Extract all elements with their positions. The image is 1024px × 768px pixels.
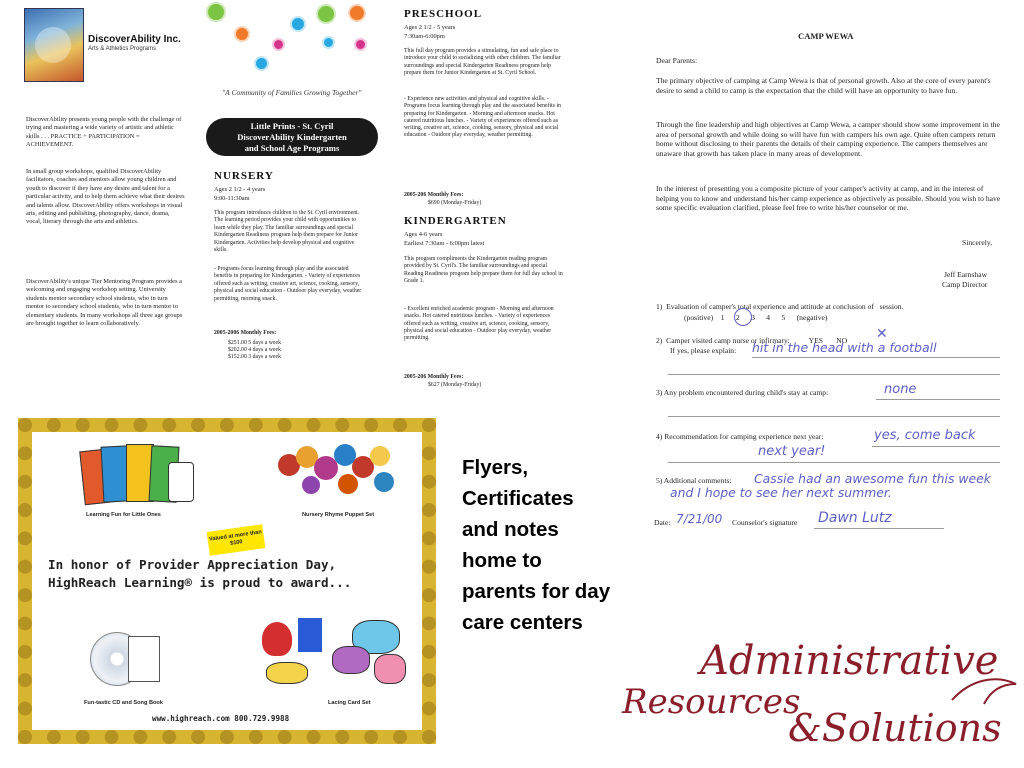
date-label: Date:	[654, 518, 671, 527]
answer-2-handwriting: hit in the head with a football	[752, 340, 937, 355]
kindergarten-fee: $627 (Monday-Friday)	[428, 382, 482, 388]
logo-line-administrative: Administrative	[700, 638, 999, 684]
answer-line	[668, 462, 1000, 463]
highreach-certificate	[18, 418, 436, 744]
pill-line-1: Little Prints - St. Cyril	[250, 120, 334, 131]
pill-line-2: DiscoverAbility Kindergarten	[237, 131, 347, 142]
letter-paragraph-3: In the interest of presenting you a composite picture of your camper's activity at camp, and in the interest of helping you to know and understand his/her camp experience as objectively as possible. Should you wish to have some specific evaluation clarified, please feel free to write his/her counselor or me.	[656, 184, 1001, 213]
answer-5-handwriting: Cassie had an awesome fun this week and I hope to see her next summer.	[670, 471, 991, 500]
letter-paragraph-2: Through the fine leadership and high objectives at Camp Wewa, a camper should show some improvement in the area of personal growth and while doing so will have fun with campers his own age. Quite often campers return home without disclosing to their parents the details of their camping experience. The campers themselves are unaware that growth has taken place in many areas of development.	[656, 120, 1000, 158]
letter-title: CAMP WEWA	[798, 31, 854, 41]
brochure-intro-paragraph: DiscoverAbility presents young people with the challenge of trying and mastering a wide variety of artistic and athletic skills . . . PRACTICE + PARTICIPATION = ACHIEVEMENT.	[26, 116, 182, 149]
kindergarten-ages: Ages 4-6 years	[404, 231, 443, 238]
kindergarten-heading: KINDERGARTEN	[404, 215, 507, 227]
administrative-resources-solutions-logo	[620, 630, 1020, 760]
cd-product-image	[84, 628, 164, 692]
preschool-bullets: - Experience new activities and physical and cognitive skills. - Programs focus learning through play and the associated benefits in preparing for Kindergarten. - Morning and afternoon snacks. Hot catered nutritious lunches. - Variety of experiences offered such as writing, creative art, science, cooking, sensory, physical and social education - Outdoor play everyday, weather permitting.	[404, 96, 561, 139]
preschool-fee: $690 (Monday-Friday)	[428, 200, 482, 206]
nursery-description: This program introduces children to the St. Cyril environment. The learning period provides your child with opportunities to learn while they play. The familiar surroundings and special Kindergarten Readiness program help them prepare for Junior Kindergarten. Activities help develop physical and cognitive skills.	[214, 210, 360, 254]
preschool-heading: PRESCHOOL	[404, 8, 483, 20]
discoverability-logo-image	[24, 8, 84, 82]
pill-line-3: and School Age Programs	[244, 142, 340, 153]
question-2-subprompt: If yes, please explain:	[670, 346, 737, 355]
answer-3-handwriting: none	[884, 382, 917, 397]
nursery-ages: Ages 2 1/2 - 4 years	[214, 186, 266, 193]
product-1-caption: Learning Fun for Little Ones	[86, 512, 161, 518]
headline-line-2: HighReach Learning® is proud to award...	[48, 575, 352, 590]
question-4: 4) Recommendation for camping experience next year:	[656, 432, 824, 441]
certificate-headline	[48, 556, 408, 592]
brochure-tagline: "A Community of Families Growing Together"	[222, 88, 362, 97]
brochure	[0, 0, 580, 400]
kindergarten-description: This program compliments the Kindergarten reading program provided by St. Cyril's. The familiar surroundings and special Reading Readiness program help prepare them for full day school in Grade 1.	[404, 256, 563, 284]
kindergarten-hours: Earliest 7:30am - 6:00pm latest	[404, 240, 485, 247]
counselor-signature-handwriting: Dawn Lutz	[818, 510, 892, 526]
books-product-image	[82, 442, 192, 504]
letter-signer-title: Camp Director	[942, 280, 988, 289]
question-2: 2) Camper visited camp nurse or infirmary: YES NO	[656, 336, 848, 345]
headline-line-1: In honor of Provider Appreciation Day,	[48, 557, 337, 572]
lacing-cards-product-image	[262, 614, 412, 688]
logo-line-resources: Resources	[622, 682, 801, 722]
product-2-caption: Nursery Rhyme Puppet Set	[302, 512, 375, 518]
date-handwriting: 7/21/00	[676, 512, 723, 526]
answer-line	[668, 374, 1000, 375]
logo-title: DiscoverAbility Inc.	[88, 34, 181, 45]
signature-line	[814, 528, 944, 529]
answer-line	[752, 357, 1000, 358]
brochure-workshops-paragraph: In small group workshops, qualified DiscoverAbility facilitators, coaches and mentors allow young children and youth to discover if they have any desire and talent for a particular activity, and to help them achieve what their desires and talents allow. DiscoverAbility offers workshops in visual arts, editing and publishing, photography, dance, drama, vocal, literary through the arts and athletics.	[26, 168, 185, 226]
brochure-mentoring-paragraph: DiscoverAbility's unique Tier Mentoring Program provides a welcoming and engaging workshop setting. University students mentor secondary school students, who in turn mentor to secondary school students, who in turn mentor to elementary students. In many workshops all three age groups are brought together to learn collaboratively.	[26, 278, 183, 328]
yes-checkmark-icon: ✕	[876, 326, 888, 342]
program-title-pill	[206, 118, 378, 156]
logo-swash-icon	[950, 670, 1020, 710]
rating-circle-icon	[734, 308, 752, 326]
nursery-heading: NURSERY	[214, 170, 274, 182]
logo-subtitle: Arts & Athletics Programs	[88, 46, 157, 52]
slide-caption: Flyers, Certificates and notes home to parents for day care centers	[462, 456, 611, 634]
question-1: 1) Evaluation of camper's total experience and attitude at conclusion of session.	[656, 302, 904, 311]
question-1-scale: (positive) 1 2 3 4 5 (negative)	[684, 313, 828, 322]
preschool-ages: Ages 2 1/2 - 5 years	[404, 24, 456, 31]
nursery-fee-4day: $202.00 4 days a week	[228, 347, 281, 354]
question-5: 5) Additional comments:	[656, 476, 732, 485]
kindergarten-bullets: - Excellent enriched academic program - Morning and afternoon snacks. Hot catered nutritious lunches. - Variety of experiences offered such as writing, creative art, science, cooking, sensory, physical and social education - Outdoor play everyday, weather permitting.	[404, 306, 554, 342]
product-4-caption: Lacing Card Set	[328, 700, 371, 706]
letter-closing: Sincerely,	[962, 238, 993, 247]
nursery-fees-label: 2005-2006 Monthly Fees:	[214, 330, 277, 336]
letter-salutation: Dear Parents:	[656, 56, 698, 65]
answer-line	[876, 399, 1000, 400]
nursery-fees-list	[228, 340, 348, 362]
logo-line-solutions: &Solutions	[788, 706, 1002, 750]
signature-label: Counselor's signature	[732, 518, 798, 527]
nursery-bullets: - Programs focus learning through play and the associated benefits in preparing for Kindergarten. - Variety of experiences offered such as writing, creative art, science, cooking, sensory, physical and social education - Outdoor play everyday, weather permitting, morning snack.	[214, 266, 362, 302]
question-3: 3) Any problem encountered during child's stay at camp:	[656, 388, 829, 397]
nursery-hours: 9:00-11:30am	[214, 195, 250, 202]
puppets-product-image	[278, 442, 408, 502]
camp-letter	[640, 0, 1024, 548]
certificate-footer: www.highreach.com 800.729.9988	[152, 714, 290, 723]
preschool-fees-label: 2005-206 Monthly Fees:	[404, 192, 464, 198]
nursery-fee-3day: $152.00 3 days a week	[228, 354, 281, 361]
value-badge: Valued at more than $100	[207, 524, 266, 556]
letter-signer-name: Jeff Earnshaw	[944, 270, 988, 279]
answer-4-handwriting: yes, come back next year!	[758, 428, 976, 459]
preschool-hours: 7:30am-6:00pm	[404, 33, 445, 40]
kindergarten-fees-label: 2005-206 Monthly Fees:	[404, 374, 464, 380]
product-3-caption: Fun-tastic CD and Song Book	[84, 700, 163, 706]
answer-line	[872, 446, 1000, 447]
preschool-description: This full day program provides a stimulating, fun and safe place to introduce your child to socializing with other children. The familiar surroundings and special Kindergarten Readiness program help prepare them for Junior Kindergarten at St. Cyril School.	[404, 48, 561, 76]
answer-line	[668, 416, 1000, 417]
nursery-fee-5day: $251.00 5 days a week	[228, 340, 281, 346]
letter-paragraph-1: The primary objective of camping at Camp Wewa is that of personal growth. Also at the core of every parent's desire to send a child to camp is the expectation that the child will have an opportunity to have fun.	[656, 76, 991, 95]
